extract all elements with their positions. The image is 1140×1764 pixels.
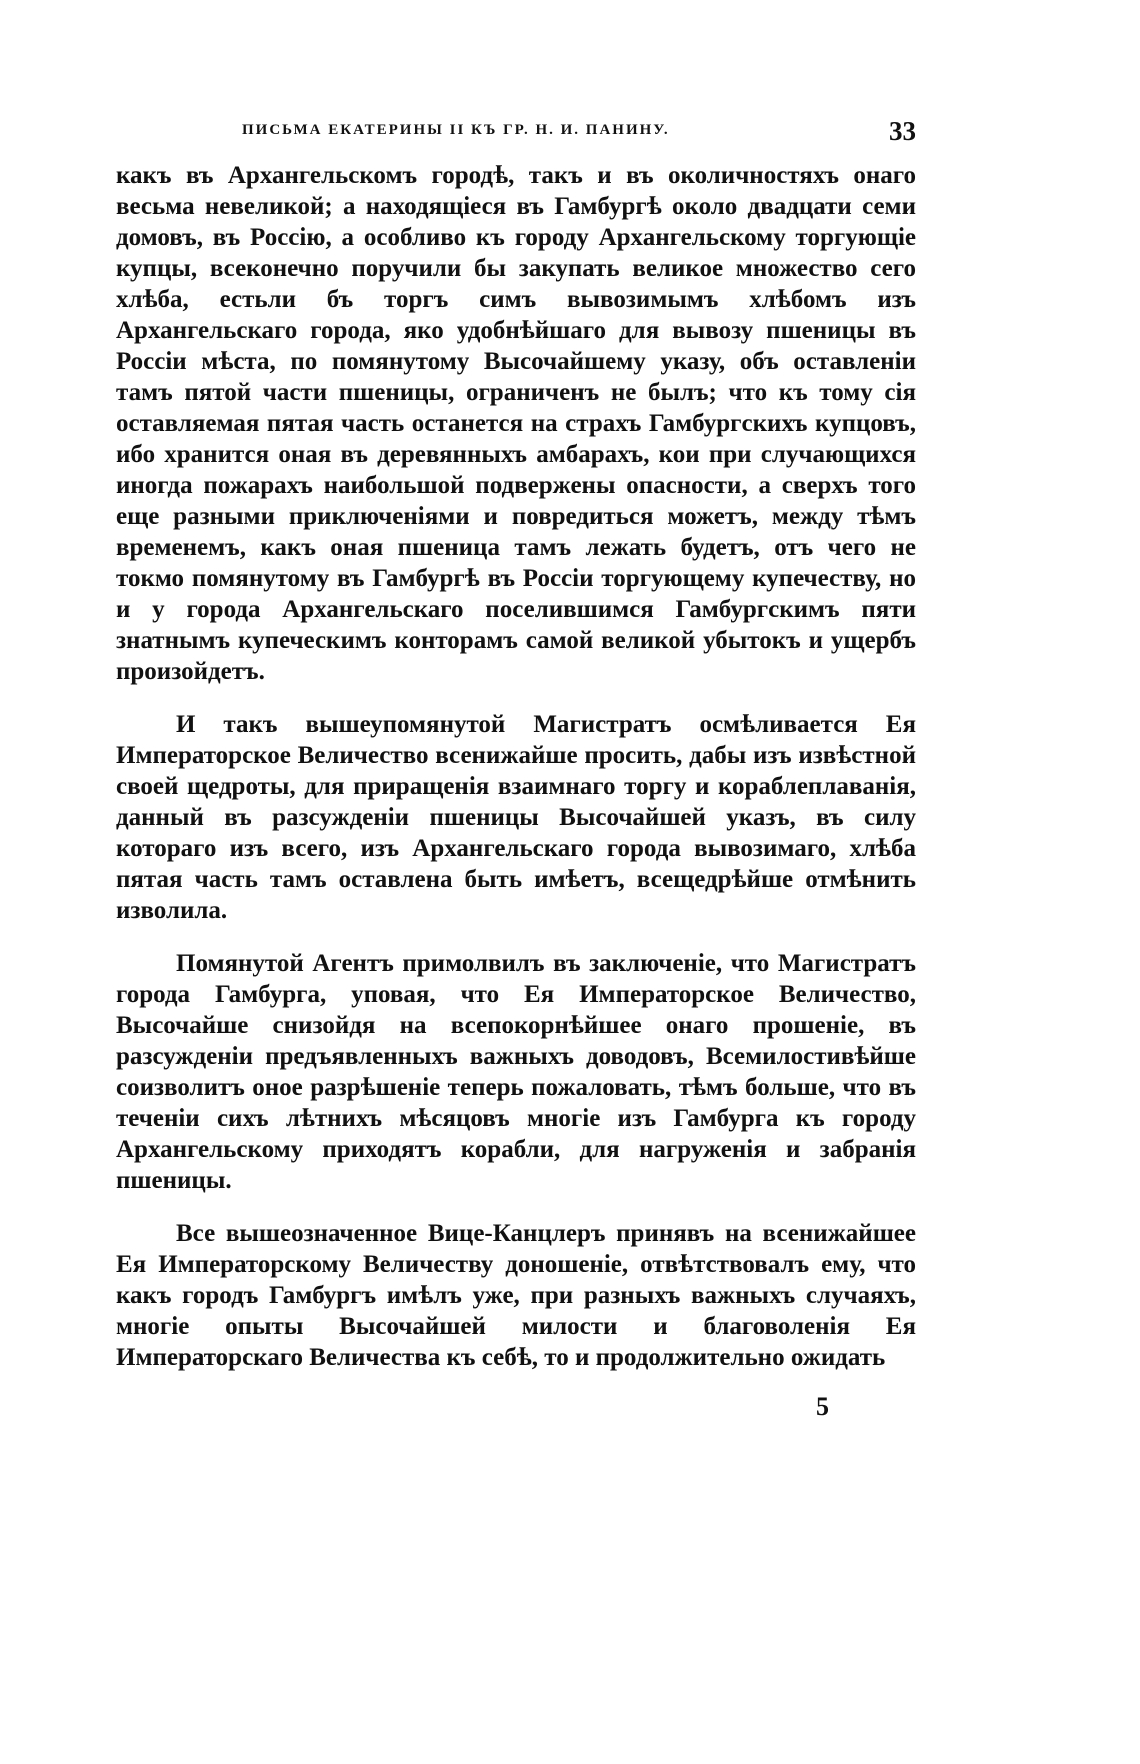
paragraph-magistrat-request: И такъ вышеупомянутой Магистратъ осмѣливается Ея Императорское Величество всенижайше просить, дабы изъ извѣстной своей щедроты, для приращенія взаимнаго торгу и кораблеплаванія, данный въ разсужденіи пшеницы Высочайшей указъ, въ силу котораго изъ всего, изъ Архангельскаго города вывозимаго, хлѣба пятая часть тамъ оставлена быть имѣетъ, всещедрѣйше отмѣнить изволила. <box>116 711 916 924</box>
text-block <box>116 160 916 1373</box>
running-title: ПИСЬМА ЕКАТЕРИНЫ II КЪ ГР. Н. И. ПАНИНУ. <box>242 122 670 138</box>
signature-mark: 5 <box>816 1392 829 1421</box>
paragraph-continued: какъ въ Архангельскомъ городѣ, такъ и въ околичностяхъ онаго весьма невеликой; а находящіеся въ Гамбургѣ около двадцати семи домовъ, въ Россію, а особливо къ городу Архангельскому торгующіе купцы, всеконечно поручили бы закупать великое множество сего хлѣба, естьли бъ торгъ симъ вывозимымъ хлѣбомъ изъ Архангельскаго города, яко удобнѣйшаго для вывозу пшеницы въ Россіи мѣста, по помянутому Высочайшему указу, объ оставленіи тамъ пятой части пшеницы, ограниченъ не былъ; что къ тому сія оставляемая пятая часть останется на страхъ Гамбургскихъ купцовъ, ибо хранится оная въ деревянныхъ амбарахъ, кои при случающихся иногда пожарахъ наибольшой подвержены опасности, а сверхъ того еще разными приключеніями и повредиться можетъ, между тѣмъ временемъ, какъ оная пшеница тамъ лежать будетъ, отъ чего не токмо помянутому въ Гамбургѣ въ Россіи торгующему купечеству, но и у города Архангельскаго поселившимся Гамбургскимъ пяти знатнымъ купеческимъ конторамъ самой великой убытокъ и ущербъ произойдетъ. <box>116 162 916 685</box>
paragraph-agent-conclusion: Помянутой Агентъ примолвилъ въ заключеніе, что Магистратъ города Гамбурга, уповая, что Ея Императорское Величество, Высочайше снизойдя на всепокорнѣйшее онаго прошеніе, въ разсужденіи предъявленныхъ важныхъ доводовъ, Всемилостивѣйше соизволитъ оное разрѣшеніе теперь пожаловать, тѣмъ больше, что въ теченіи сихъ лѣтнихъ мѣсяцовъ многіе изъ Гамбурга къ городу Архангельскому приходятъ корабли, для нагруженія и забранія пшеницы. <box>116 950 916 1194</box>
running-head <box>116 116 916 146</box>
paragraph-vice-chancellor: Все вышеозначенное Вице-Канцлеръ принявъ на всенижайшее Ея Императорскому Величеству доношеніе, отвѣтствовалъ ему, что какъ городъ Гамбургъ имѣлъ уже, при разныхъ важныхъ случаяхъ, многіе опыты Высочайшей милости и благоволенія Ея Императорскаго Величества къ себѣ, то и продолжительно ожидать <box>116 1220 916 1371</box>
page-number: 33 <box>889 116 916 146</box>
